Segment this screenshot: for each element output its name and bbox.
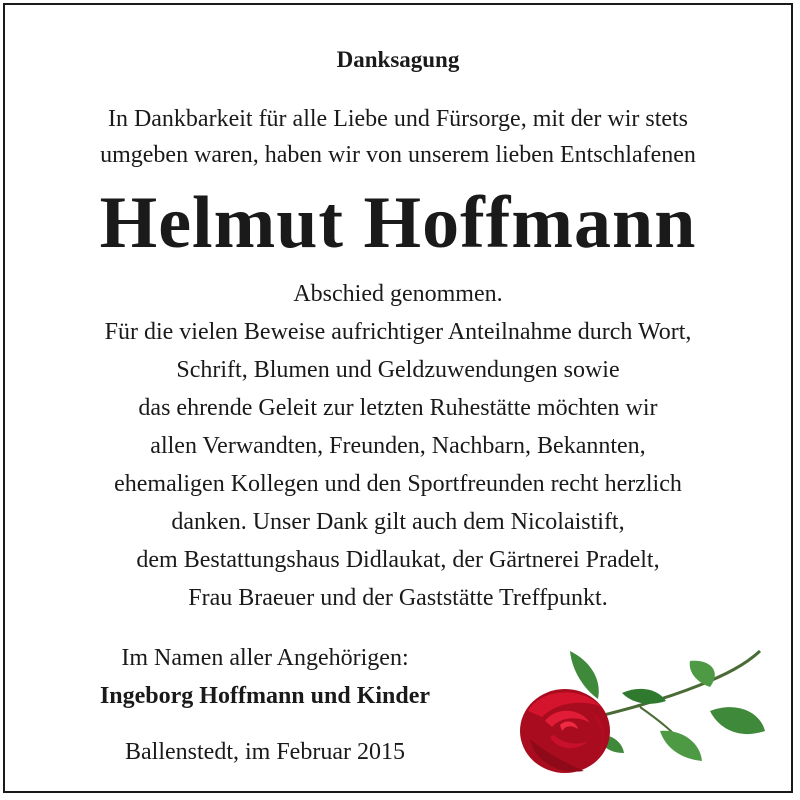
- body-line: Für die vielen Beweise aufrichtiger Anteilnahme durch Wort,: [104, 319, 692, 345]
- body-line: das ehrende Geleit zur letzten Ruhestätte möchten wir: [138, 395, 658, 421]
- body-line: Schrift, Blumen und Geldzuwendungen sowie: [176, 357, 620, 383]
- body-line: Abschied genommen.: [293, 281, 503, 307]
- notice-heading: Danksagung: [336, 47, 460, 72]
- signature-intro: Im Namen aller Angehörigen:: [121, 645, 409, 671]
- body-line: ehemaligen Kollegen und den Sportfreunden recht herzlich: [114, 471, 682, 497]
- notice-body: [5, 275, 791, 617]
- body-line: allen Verwandten, Freunden, Nachbarn, Bekannten,: [150, 433, 646, 459]
- body-line: dem Bestattungshaus Didlaukat, der Gärtnerei Pradelt,: [136, 547, 660, 573]
- place-date: Ballenstedt, im Februar 2015: [125, 739, 405, 765]
- intro-line: umgeben waren, haben wir von unserem lieben Entschlafenen: [100, 142, 696, 168]
- intro-line: In Dankbarkeit für alle Liebe und Fürsorge, mit der wir stets: [107, 106, 689, 132]
- notice-intro: [5, 101, 791, 173]
- red-rose-icon: [510, 641, 780, 791]
- signature-name: Ingeborg Hoffmann und Kinder: [99, 683, 431, 709]
- body-line: Frau Braeuer und der Gaststätte Treffpunkt.: [188, 585, 608, 611]
- deceased-name: Helmut Hoffmann: [99, 182, 697, 264]
- notice-frame: [3, 3, 793, 793]
- body-line: danken. Unser Dank gilt auch dem Nicolaistift,: [171, 509, 625, 535]
